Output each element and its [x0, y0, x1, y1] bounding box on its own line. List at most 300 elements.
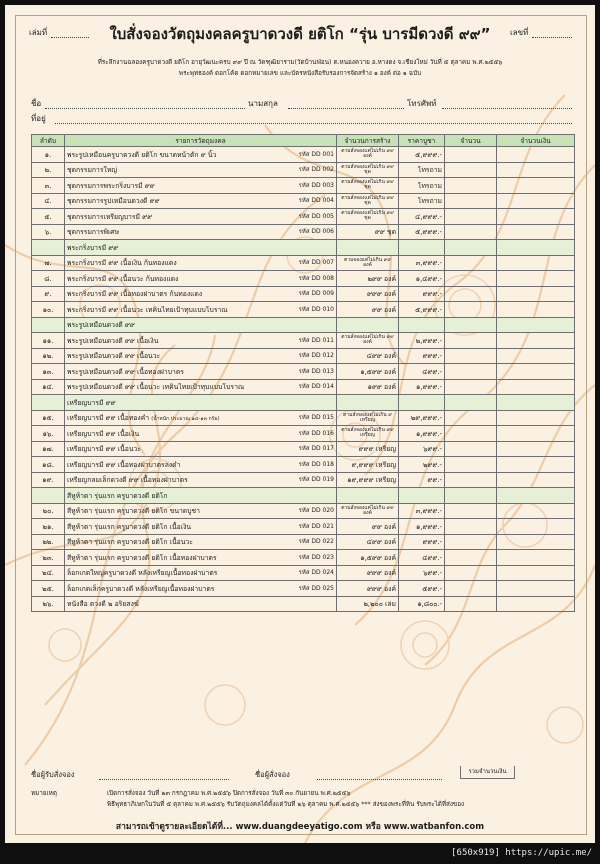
table-row	[32, 581, 575, 597]
section-no-cell	[32, 488, 65, 504]
quantity-made-cell	[337, 534, 399, 550]
table-row	[32, 534, 575, 550]
quantity-made-cell	[337, 472, 399, 488]
quantity-made-text: ตามจองแต่ไม่เกิน ๙๙ องค์	[343, 256, 392, 268]
item-name: พระกริ่งบารมี ๙๙ เนื้อทองฝาบาตร ก้นทองแดง	[67, 290, 203, 299]
quantity-made-cell	[337, 193, 399, 209]
item-name: พระกริ่งบารมี ๙๙ เนื้อนวะ เทคินไทยเป้าทุบแบบโบราณ	[67, 305, 228, 314]
quantity-made-text: ๙๙๙ องค์	[366, 584, 396, 593]
item-code: รหัส DD 018	[298, 460, 334, 468]
price: ๙๙๙.-	[399, 534, 445, 550]
order-amount-input[interactable]	[445, 224, 497, 240]
item-name: เหรียญบารมี ๙๙ เนื้อทองฝาบาตรลงดำ	[67, 460, 181, 469]
remarks-line-1: เปิดการสั่งจอง วันที่ ๒๓ กรกฎาคม พ.ศ.๒๕๕๖ ปิดการสั่งจอง วันที่ ๓๐ กันยายน พ.ศ.๒๕๕๖	[107, 790, 351, 797]
price: ๒๙,๙๙๙.-	[399, 410, 445, 426]
quantity-made-text: ๒,๒๐๐ เล่ม	[363, 600, 396, 609]
item-name: พระกริ่งบารมี ๙๙ เนื้อเงิน ก้นทองแดง	[67, 259, 177, 268]
subtitle-line-2: พระพุทธองค์ ดอกโค้ด ดอกหมายเลข และบัตรหนังสือรับรองการจัดสร้าง ๑ องค์ ต่อ ๑ ฉบับ	[178, 70, 422, 77]
item-name: เหรียญบารมี ๙๙ เนื้อนวะ	[67, 445, 141, 454]
quantity-made-cell	[337, 379, 399, 395]
section-no-cell	[32, 395, 65, 411]
row-number: ๑๒.	[32, 348, 65, 364]
header-amount: จำนวน	[445, 135, 497, 147]
row-number: ๒๒.	[32, 534, 65, 550]
item-code: รหัส DD 015	[298, 414, 334, 422]
order-total-input[interactable]	[497, 286, 575, 302]
table-row	[32, 503, 575, 519]
order-amount-input[interactable]	[445, 457, 497, 473]
row-number: ๒๖.	[32, 596, 65, 612]
quantity-made-text: ตามสั่งจองแต่ไม่เกิน ๙๙ ชุด	[341, 210, 394, 222]
price: ๓,๙๙๙.-	[399, 503, 445, 519]
item-name: สีหูห้าตา รุ่นแรก ครูบาดวงดี ยติโก เนื้อเงิน	[67, 522, 192, 531]
item-cell	[65, 193, 337, 209]
table-row	[32, 472, 575, 488]
order-total-input[interactable]	[497, 302, 575, 318]
address-field[interactable]	[55, 123, 572, 124]
order-total-input[interactable]	[497, 565, 575, 581]
order-total-input[interactable]	[497, 472, 575, 488]
quantity-made-cell	[337, 596, 399, 612]
row-number: ๒๔.	[32, 565, 65, 581]
order-total-input[interactable]	[497, 364, 575, 380]
image-credit: [650x919] https://upic.me/	[451, 848, 592, 858]
row-number: ๒๕.	[32, 581, 65, 597]
section-price-cell	[399, 395, 445, 411]
quantity-made-text: ๑,๕๙๙ องค์	[360, 367, 396, 376]
section-row	[32, 240, 575, 256]
price: ๑,๙๙๙.-	[399, 519, 445, 535]
item-cell	[65, 364, 337, 380]
section-amount-cell	[445, 317, 497, 333]
quantity-made-text: ๙๙๙ เหรียญ	[358, 445, 396, 454]
remarks-label: หมายเหตุ	[31, 790, 57, 797]
quantity-made-cell	[337, 286, 399, 302]
item-code: รหัส DD 011	[298, 336, 334, 344]
price: ๕,๙๙๙.-	[399, 302, 445, 318]
order-total-input[interactable]	[497, 426, 575, 442]
item-cell	[65, 147, 337, 163]
order-total-input[interactable]	[497, 209, 575, 225]
item-cell	[65, 302, 337, 318]
item-cell	[65, 457, 337, 473]
row-number: ๑๗.	[32, 441, 65, 457]
order-total-input[interactable]	[497, 441, 575, 457]
table-row	[32, 209, 575, 225]
quantity-made-cell	[337, 162, 399, 178]
item-cell	[65, 550, 337, 566]
quantity-made-text: ๙๙ องค์	[371, 305, 396, 314]
item-cell	[65, 503, 337, 519]
header-price: ราคาบูชา	[399, 135, 445, 147]
item-code: รหัส DD 009	[298, 290, 334, 298]
item-cell	[65, 178, 337, 194]
quantity-made-cell	[337, 364, 399, 380]
order-amount-input[interactable]	[445, 503, 497, 519]
id-number-label: เลขที่	[510, 28, 529, 37]
order-amount-input[interactable]	[445, 410, 497, 426]
phone-label: โทรศัพท์	[407, 99, 437, 108]
price: ๖๙๙.-	[399, 565, 445, 581]
item-name: ล็อกเกตใหญ่ครูบาดวงดี หลังเหรียญเนื้อทองฝาบาตร	[67, 569, 218, 578]
quantity-made-cell	[337, 410, 399, 426]
quantity-made-cell	[337, 519, 399, 535]
row-number: ๑๔.	[32, 379, 65, 395]
phone-field[interactable]	[442, 108, 572, 109]
quantity-made-text: ตามสั่งจองแต่ไม่เกิน ๙๙ ชุด	[341, 163, 394, 175]
quantity-made-text: ๙๙๙ องค์	[366, 290, 396, 299]
row-number: ๑๘.	[32, 457, 65, 473]
quantity-made-cell	[337, 209, 399, 225]
name-field[interactable]	[45, 108, 245, 109]
quantity-made-cell	[337, 147, 399, 163]
header-total: จำนวนเงิน	[497, 135, 575, 147]
row-number: ๒๑.	[32, 519, 65, 535]
order-amount-input[interactable]	[445, 333, 497, 349]
order-total-input[interactable]	[497, 147, 575, 163]
quantity-made-cell	[337, 457, 399, 473]
item-code: รหัส DD 008	[298, 274, 334, 282]
item-code: รหัส DD 006	[298, 228, 334, 236]
row-number: ๕.	[32, 209, 65, 225]
item-cell	[65, 379, 337, 395]
item-cell	[65, 286, 337, 302]
item-name: ชุดกรรมการเหรียญบารมี ๙๙	[67, 212, 153, 221]
price: โทรถาม	[399, 162, 445, 178]
section-total-cell	[497, 317, 575, 333]
table-row	[32, 519, 575, 535]
surname-field[interactable]	[288, 108, 404, 109]
table-row	[32, 348, 575, 364]
quantity-made-cell	[337, 565, 399, 581]
row-number: ๘.	[32, 271, 65, 287]
order-amount-input[interactable]	[445, 534, 497, 550]
quantity-made-text: ๙,๙๙๙ เหรียญ	[351, 460, 396, 469]
price: ๒,๙๙๙.-	[399, 333, 445, 349]
section-qty-cell	[337, 317, 399, 333]
item-cell	[65, 472, 337, 488]
order-amount-input[interactable]	[445, 286, 497, 302]
quantity-made-text: ตามสั่งจองแต่ไม่เกิน ๙๙ ชุด	[341, 179, 394, 191]
table-row	[32, 333, 575, 349]
item-code: รหัส DD 014	[298, 383, 334, 391]
item-code: รหัส DD 012	[298, 352, 334, 360]
price: ๕๙๙.-	[399, 581, 445, 597]
item-cell	[65, 209, 337, 225]
order-amount-input[interactable]	[445, 581, 497, 597]
price: ๒๙๙.-	[399, 457, 445, 473]
order-amount-input[interactable]	[445, 379, 497, 395]
table-row	[32, 441, 575, 457]
table-row	[32, 302, 575, 318]
section-title: เหรียญบารมี ๙๙	[65, 395, 337, 411]
item-code: รหัส DD 004	[298, 197, 334, 205]
section-total-cell	[497, 488, 575, 504]
table-row	[32, 364, 575, 380]
order-amount-input[interactable]	[445, 565, 497, 581]
order-form-sheet	[5, 5, 595, 843]
price: โทรถาม	[399, 193, 445, 209]
item-code: รหัส DD 003	[298, 181, 334, 189]
price: ๔,๙๙๙.-	[399, 209, 445, 225]
quantity-made-cell	[337, 271, 399, 287]
item-name: สีหูห้าตา รุ่นแรก ครูบาดวงดี ยติโก เนื้อนวะ	[67, 538, 193, 547]
order-amount-input[interactable]	[445, 426, 497, 442]
table-row	[32, 193, 575, 209]
item-name: หนังสือ ดวงดี ๒ อริยสงฆ์	[67, 600, 139, 609]
price: ๙๙๙.-	[399, 348, 445, 364]
quantity-made-text: ๑๙๙ องค์	[367, 383, 396, 392]
item-cell	[65, 519, 337, 535]
section-no-cell	[32, 317, 65, 333]
table-row	[32, 596, 575, 612]
price: ๕,๙๙๙.-	[399, 147, 445, 163]
row-number: ๑๐.	[32, 302, 65, 318]
price: ๑,๔๙๙.-	[399, 271, 445, 287]
order-amount-input[interactable]	[445, 178, 497, 194]
item-name: เหรียญบารมี ๙๙ เนื้อทองคำ	[67, 414, 150, 423]
order-amount-input[interactable]	[445, 302, 497, 318]
row-number: ๑๓.	[32, 364, 65, 380]
item-name: เหรียญกลมเล็กดวงดี ๙๙ เนื้อทองฝาบาตร	[67, 476, 188, 485]
price: ๙๙.-	[399, 472, 445, 488]
section-row	[32, 488, 575, 504]
item-cell	[65, 410, 337, 426]
order-total-input[interactable]	[497, 178, 575, 194]
quantity-made-cell	[337, 255, 399, 271]
order-total-input[interactable]	[497, 162, 575, 178]
order-amount-input[interactable]	[445, 271, 497, 287]
row-number: ๑๖.	[32, 426, 65, 442]
section-total-cell	[497, 240, 575, 256]
order-total-input[interactable]	[497, 348, 575, 364]
order-total-input[interactable]	[497, 333, 575, 349]
surname-label: นามสกุล	[248, 99, 278, 108]
item-code: รหัส DD 013	[298, 367, 334, 375]
row-number: ๖.	[32, 224, 65, 240]
item-cell	[65, 224, 337, 240]
order-total-input[interactable]	[497, 410, 575, 426]
subtitle-line-1: ที่ระลึกงานฉลองครูบาดวงดี ยติโก อายุวัฒนะครบ ๙๙ ปี ณ วัดฑุฒิยาราม(วัดบ้านฟ่อน) ต.หนองควาย อ.หางดง จ.เชียงใหม่ วันที่ ๕ ตุลาคม พ.ศ.๒๕๕๖	[97, 59, 503, 66]
quantity-made-cell	[337, 581, 399, 597]
quantity-made-text: ตามสั่งจองแต่ไม่เกิน ๙๙ องค์	[341, 334, 394, 346]
row-number: ๑๕.	[32, 410, 65, 426]
price: ๕,๙๙๙.-	[399, 224, 445, 240]
quantity-made-cell	[337, 302, 399, 318]
item-code: รหัส DD 021	[298, 522, 334, 530]
orderer-signature-field[interactable]	[99, 779, 229, 780]
quantity-made-text: ๙๙ ชุด	[374, 228, 396, 237]
item-name: ชุดกรรมการพระกริ่งบารมี ๙๙	[67, 181, 155, 190]
section-title: สีหูห้าตา รุ่นแรก ครูบาดวงดี ยติโก	[65, 488, 337, 504]
order-total-input[interactable]	[497, 596, 575, 612]
item-cell	[65, 596, 337, 612]
price: ๓,๙๙๙.-	[399, 255, 445, 271]
quantity-made-cell	[337, 178, 399, 194]
quantity-made-cell	[337, 550, 399, 566]
row-number: ๑๙.	[32, 472, 65, 488]
item-name: เหรียญบารมี ๙๙ เนื้อเงิน	[67, 429, 140, 438]
item-name: สีหูห้าตา รุ่นแรก ครูบาดวงดี ยติโก ขนาดบูชา	[67, 507, 200, 516]
item-code: รหัส DD 016	[298, 429, 334, 437]
price: ๙๙๙.-	[399, 286, 445, 302]
price: ๖๙๙.-	[399, 441, 445, 457]
quantity-made-cell	[337, 441, 399, 457]
section-amount-cell	[445, 240, 497, 256]
order-total-input[interactable]	[497, 379, 575, 395]
order-total-input[interactable]	[497, 271, 575, 287]
order-amount-input[interactable]	[445, 348, 497, 364]
section-row	[32, 395, 575, 411]
header-quantity-made: จำนวนการสร้าง	[337, 135, 399, 147]
section-total-cell	[497, 395, 575, 411]
row-number: ๒๐.	[32, 503, 65, 519]
header-item: รายการวัตถุมงคล	[65, 135, 337, 147]
table-row	[32, 162, 575, 178]
quantity-made-text: ตามสั่งจองแต่ไม่เกิน ๙๙ องค์	[341, 148, 394, 160]
quantity-made-cell	[337, 348, 399, 364]
quantity-made-text: ตามสั่งจองแต่ไม่เกิน ๙๙ องค์	[341, 504, 394, 516]
quantity-made-cell	[337, 224, 399, 240]
item-code: รหัส DD 025	[298, 584, 334, 592]
item-code: รหัส DD 005	[298, 212, 334, 220]
order-total-input[interactable]	[497, 534, 575, 550]
table-header-row	[32, 135, 575, 147]
table-row	[32, 379, 575, 395]
order-amount-input[interactable]	[445, 364, 497, 380]
order-total-input[interactable]	[497, 519, 575, 535]
order-total-input[interactable]	[497, 581, 575, 597]
remarks-line-2: พิธีพุทธาภิเษกในวันที่ ๕ ตุลาคม พ.ศ.๒๕๕๖ รับวัตถุมงคลได้ตั้งแต่วันที่ ๒๖ ตุลาคม พ.ศ.๒๕๕๖ *** ส่งของพระที่หิน รับพระได้ที่ส่งของ	[107, 801, 465, 808]
order-total-input[interactable]	[497, 224, 575, 240]
item-cell	[65, 426, 337, 442]
address-label: ที่อยู่	[31, 114, 46, 123]
price: โทรถาม	[399, 178, 445, 194]
item-code: รหัส DD 002	[298, 166, 334, 174]
price: ๑,๙๙๙.-	[399, 426, 445, 442]
item-cell	[65, 255, 337, 271]
order-total-input[interactable]	[497, 457, 575, 473]
quantity-made-text: ตามสั่งจองแต่ไม่เกิน ๙๙ ชุด	[341, 194, 394, 206]
item-name: พระกริ่งบารมี ๙๙ เนื้อนวะ ก้นทองแดง	[67, 274, 179, 283]
book-number-label: เล่มที่	[29, 28, 48, 37]
item-code: รหัส DD 010	[298, 305, 334, 313]
quantity-made-text: ๑,๕๙๙ องค์	[360, 553, 396, 562]
item-name: พระรูปเหมือนดวงดี ๙๙ เนื้อทองฝาบาตร	[67, 367, 184, 376]
order-amount-input[interactable]	[445, 255, 497, 271]
order-total-input[interactable]	[497, 193, 575, 209]
item-cell	[65, 441, 337, 457]
item-name: สีหูห้าตา รุ่นแรก ครูบาดวงดี ยติโก เนื้อทองฝาบาตร	[67, 553, 217, 562]
name-label: ชื่อ	[31, 99, 42, 108]
table-row	[32, 457, 575, 473]
form-title: ใบสั่งจองวัตถุมงคลครูบาดวงดี ยติโก “รุ่น บารมีดวงดี ๙๙”	[109, 25, 491, 43]
item-cell	[65, 565, 337, 581]
quantity-made-text: ตามสั่งจองแต่ไม่เกิน ๙ เหรียญ	[343, 411, 392, 423]
order-amount-input[interactable]	[445, 209, 497, 225]
order-amount-input[interactable]	[445, 596, 497, 612]
item-cell	[65, 271, 337, 287]
item-code: รหัส DD 020	[298, 507, 334, 515]
section-amount-cell	[445, 488, 497, 504]
receiver-signature-field[interactable]	[317, 779, 442, 780]
item-name: ชุดกรรมการใหญ่	[67, 166, 118, 175]
row-number: ๒๓.	[32, 550, 65, 566]
quantity-made-cell	[337, 333, 399, 349]
table-row	[32, 255, 575, 271]
section-qty-cell	[337, 395, 399, 411]
item-name: ชุดกรรมการรูปเหมือนดวงดี ๙๙	[67, 197, 160, 206]
section-amount-cell	[445, 395, 497, 411]
section-no-cell	[32, 240, 65, 256]
section-qty-cell	[337, 488, 399, 504]
quantity-made-text: ๒๙๙ องค์	[367, 274, 396, 283]
section-price-cell	[399, 488, 445, 504]
row-number: ๒.	[32, 162, 65, 178]
section-row	[32, 317, 575, 333]
quantity-made-text: ๔๙๙ องค์	[366, 352, 396, 361]
grand-total-label: รวมจำนวนเงิน	[460, 766, 515, 779]
row-number: ๔.	[32, 193, 65, 209]
price: ๑,๘๐๐.-	[399, 596, 445, 612]
section-qty-cell	[337, 240, 399, 256]
header-no: ลำดับ	[32, 135, 65, 147]
item-name: ล็อกเกตเล็กครูบาดวงดี หลังเหรียญเนื้อทองฝาบาตร	[67, 584, 215, 593]
item-name: ชุดกรรมการพิเศษ	[67, 228, 120, 237]
item-code: รหัส DD 017	[298, 445, 334, 453]
item-code: รหัส DD 022	[298, 538, 334, 546]
order-amount-input[interactable]	[445, 550, 497, 566]
order-amount-input[interactable]	[445, 162, 497, 178]
table-row	[32, 178, 575, 194]
table-row	[32, 426, 575, 442]
table-row	[32, 271, 575, 287]
order-amount-input[interactable]	[445, 193, 497, 209]
order-amount-input[interactable]	[445, 441, 497, 457]
item-code: รหัส DD 023	[298, 553, 334, 561]
receiver-label: ชื่อผู้สั่งจอง	[255, 770, 290, 779]
item-name: พระรูปเหมือนดวงดี ๙๙ เนื้อเงิน	[67, 336, 159, 345]
quantity-made-text: ๑๙,๙๙๙ เหรียญ	[347, 476, 396, 485]
footer-websites: สามารถเข้าดูรายละเอียดได้ที่... www.duangdeeyatigo.com หรือ www.watbanfon.com	[115, 822, 485, 832]
row-number: ๑.	[32, 147, 65, 163]
order-amount-input[interactable]	[445, 472, 497, 488]
price: ๑,๙๙๙.-	[399, 379, 445, 395]
item-name: พระรูปเหมือนดวงดี ๙๙ เนื้อนวะ	[67, 352, 161, 361]
quantity-made-text: ตามสั่งจองแต่ไม่เกิน ๙๙ เหรียญ	[341, 427, 394, 439]
item-name: พระรูปเหมือนดวงดี ๙๙ เนื้อนวะ เทคินไทยเป้าทุบแบบโบราณ	[67, 383, 245, 392]
order-total-input[interactable]	[497, 255, 575, 271]
section-title: พระกริ่งบารมี ๙๙	[65, 240, 337, 256]
order-amount-input[interactable]	[445, 147, 497, 163]
table-row	[32, 565, 575, 581]
table-row	[32, 286, 575, 302]
item-cell	[65, 348, 337, 364]
item-code: รหัส DD 007	[298, 259, 334, 267]
order-amount-input[interactable]	[445, 519, 497, 535]
quantity-made-cell	[337, 426, 399, 442]
order-total-input[interactable]	[497, 550, 575, 566]
items-table	[31, 134, 575, 612]
order-total-input[interactable]	[497, 503, 575, 519]
item-note: (น้ำหนัก ประมาณ ๑๔-๑๓ กรัม)	[151, 416, 220, 423]
row-number: ๑๑.	[32, 333, 65, 349]
item-code: รหัส DD 024	[298, 569, 334, 577]
item-cell	[65, 162, 337, 178]
table-row	[32, 147, 575, 163]
price: ๔๙๙.-	[399, 364, 445, 380]
row-number: ๙.	[32, 286, 65, 302]
